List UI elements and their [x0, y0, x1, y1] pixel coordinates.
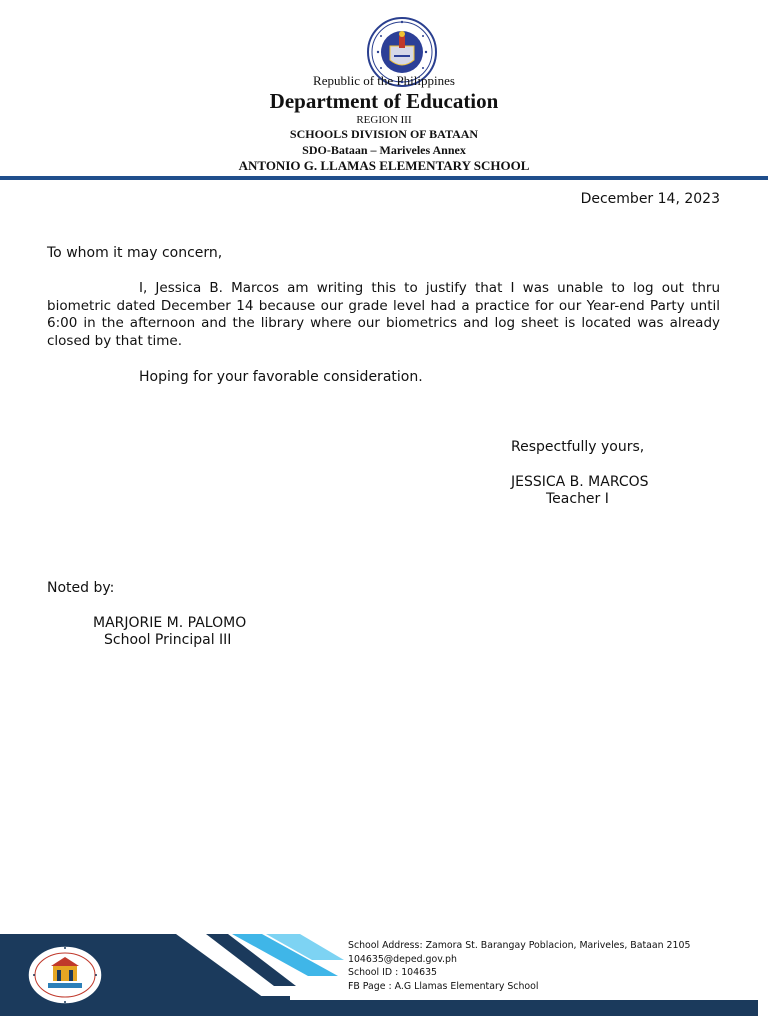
republic-line: Republic of the Philippines [313, 73, 455, 88]
school-logo-icon [26, 944, 104, 1006]
school-address: School Address: Zamora St. Barangay Poblacion, Mariveles, Bataan 2105 [348, 940, 691, 951]
noter-name: MARJORIE M. PALOMO [93, 615, 247, 631]
school-id: School ID : 104635 [348, 967, 437, 978]
division-line: SCHOOLS DIVISION OF BATAAN [289, 127, 479, 141]
fb-page: FB Page : A.G Llamas Elementary School [348, 980, 539, 992]
salutation: To whom it may concern, [47, 245, 223, 261]
footer [0, 928, 768, 1024]
school-contact-info [348, 939, 690, 993]
region-line: REGION III [356, 114, 412, 126]
noter-position: School Principal III [104, 632, 232, 648]
signer-name: JESSICA B. MARCOS [511, 474, 649, 490]
school-name: ANTONIO G. LLAMAS ELEMENTARY SCHOOL [238, 158, 530, 173]
signer-position: Teacher I [546, 491, 609, 507]
letter-date: December 14, 2023 [580, 191, 720, 207]
header-divider [0, 176, 768, 180]
school-email: 104635@deped.gov.ph [348, 953, 457, 965]
sdo-line: SDO-Bataan – Mariveles Annex [302, 143, 466, 157]
department-title: Department of Education [269, 89, 499, 113]
noted-by-label: Noted by: [47, 580, 115, 596]
hoping-line: Hoping for your favorable consideration. [139, 369, 423, 385]
closing-line: Respectfully yours, [511, 439, 645, 455]
body-paragraph: I, Jessica B. Marcos am writing this to justify that I was unable to log out thru biometric dated December 14 because our grade level had a practice for our Year-end Party until 6:00 in the afternoon and the library where our biometrics and log sheet is located was already closed by that time. [47, 280, 720, 349]
